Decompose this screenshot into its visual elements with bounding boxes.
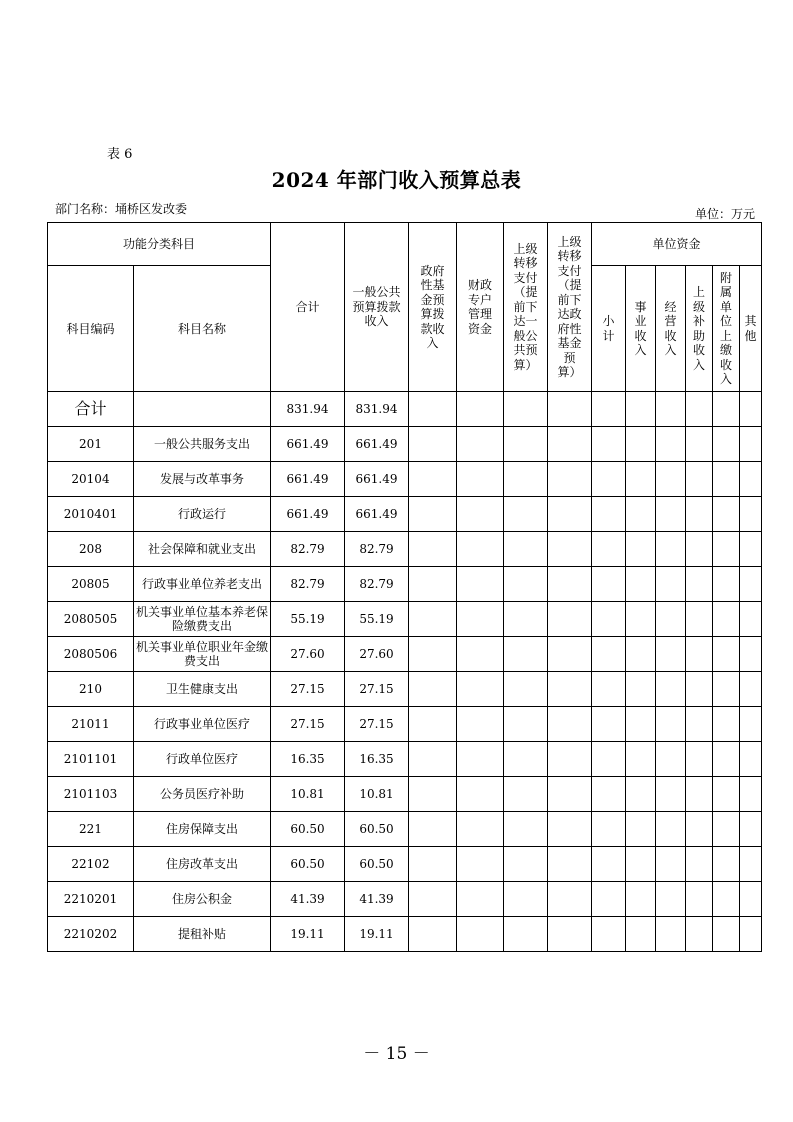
empty-cell [656, 777, 686, 812]
empty-cell [626, 497, 656, 532]
empty-cell [548, 567, 592, 602]
empty-cell [713, 602, 740, 637]
empty-cell [656, 427, 686, 462]
general-cell: 27.15 [345, 707, 409, 742]
code: 2080505 [48, 602, 134, 637]
table-row [48, 777, 762, 812]
empty-cell [457, 637, 504, 672]
empty-cell [504, 427, 548, 462]
header-unit-funds: 单位资金 [592, 223, 762, 266]
empty-cell [592, 567, 626, 602]
empty-cell [592, 672, 626, 707]
empty-cell [656, 742, 686, 777]
empty-cell [548, 672, 592, 707]
header-affiliated: 附属单位上缴收入 [713, 266, 740, 392]
empty-cell [409, 812, 457, 847]
total-cell: 41.39 [271, 882, 345, 917]
table-row [48, 672, 762, 707]
code: 2101101 [48, 742, 134, 777]
empty-cell [409, 497, 457, 532]
empty-cell [457, 532, 504, 567]
empty-cell [656, 882, 686, 917]
empty-cell [592, 707, 626, 742]
general-cell: 41.39 [345, 882, 409, 917]
empty-cell [686, 917, 713, 952]
empty-cell [626, 392, 656, 427]
empty-cell [686, 672, 713, 707]
empty-cell [457, 462, 504, 497]
code: 2101103 [48, 777, 134, 812]
empty-cell [713, 882, 740, 917]
total-cell: 661.49 [271, 462, 345, 497]
empty-cell [626, 672, 656, 707]
name: 住房公积金 [134, 882, 271, 917]
empty-cell [548, 917, 592, 952]
name: 公务员医疗补助 [134, 777, 271, 812]
empty-cell [592, 462, 626, 497]
name: 社会保障和就业支出 [134, 532, 271, 567]
total-cell: 661.49 [271, 497, 345, 532]
code: 合计 [48, 392, 134, 427]
empty-cell [740, 497, 762, 532]
total-cell: 27.60 [271, 637, 345, 672]
empty-cell [592, 812, 626, 847]
name: 卫生健康支出 [134, 672, 271, 707]
empty-cell [686, 637, 713, 672]
empty-cell [626, 567, 656, 602]
table-row [48, 637, 762, 672]
empty-cell [740, 672, 762, 707]
empty-cell [740, 427, 762, 462]
empty-cell [713, 637, 740, 672]
code: 210 [48, 672, 134, 707]
empty-cell [548, 847, 592, 882]
empty-cell [740, 917, 762, 952]
empty-cell [686, 392, 713, 427]
empty-cell [592, 497, 626, 532]
empty-cell [740, 532, 762, 567]
empty-cell [626, 777, 656, 812]
empty-cell [713, 847, 740, 882]
empty-cell [740, 882, 762, 917]
empty-cell [740, 567, 762, 602]
general-cell: 82.79 [345, 567, 409, 602]
total-cell: 55.19 [271, 602, 345, 637]
total-cell: 60.50 [271, 847, 345, 882]
table-row [48, 882, 762, 917]
empty-cell [713, 777, 740, 812]
empty-cell [504, 777, 548, 812]
empty-cell [592, 882, 626, 917]
empty-cell [713, 672, 740, 707]
empty-cell [686, 812, 713, 847]
code: 221 [48, 812, 134, 847]
table-row [48, 847, 762, 882]
empty-cell [409, 917, 457, 952]
empty-cell [592, 742, 626, 777]
total-cell: 16.35 [271, 742, 345, 777]
empty-cell [592, 777, 626, 812]
table-row [48, 707, 762, 742]
code: 22102 [48, 847, 134, 882]
name: 机关事业单位基本养老保险缴费支出 [134, 602, 271, 637]
name: 住房改革支出 [134, 847, 271, 882]
empty-cell [548, 497, 592, 532]
header-other: 其他 [740, 266, 762, 392]
total-cell: 10.81 [271, 777, 345, 812]
header-general: 一般公共预算拨款收入 [345, 223, 409, 392]
empty-cell [504, 497, 548, 532]
empty-cell [740, 637, 762, 672]
empty-cell [626, 847, 656, 882]
empty-cell [626, 602, 656, 637]
empty-cell [656, 497, 686, 532]
empty-cell [504, 637, 548, 672]
code: 20805 [48, 567, 134, 602]
total-row [48, 392, 762, 427]
total-cell: 661.49 [271, 427, 345, 462]
empty-cell [740, 742, 762, 777]
empty-cell [656, 707, 686, 742]
empty-cell [740, 847, 762, 882]
code: 2210201 [48, 882, 134, 917]
empty-cell [626, 637, 656, 672]
name: 行政事业单位医疗 [134, 707, 271, 742]
total-cell: 27.15 [271, 672, 345, 707]
header-subtotal: 小计 [592, 266, 626, 392]
header-transfer-general: 上级转移支付（提前下达一般公共预算） [504, 223, 548, 392]
empty-cell [409, 602, 457, 637]
department-name: 部门名称：埇桥区发改委 [55, 202, 188, 216]
total-cell: 60.50 [271, 812, 345, 847]
empty-cell [504, 392, 548, 427]
empty-cell [457, 672, 504, 707]
empty-cell [686, 742, 713, 777]
empty-cell [504, 847, 548, 882]
general-cell: 19.11 [345, 917, 409, 952]
header-business: 事业收入 [626, 266, 656, 392]
empty-cell [457, 497, 504, 532]
code: 21011 [48, 707, 134, 742]
empty-cell [713, 812, 740, 847]
code: 2210202 [48, 917, 134, 952]
general-cell: 831.94 [345, 392, 409, 427]
empty-cell [713, 462, 740, 497]
header-row-1 [48, 223, 762, 266]
table-row [48, 532, 762, 567]
empty-cell [656, 917, 686, 952]
table-row [48, 567, 762, 602]
empty-cell [656, 812, 686, 847]
empty-cell [504, 532, 548, 567]
empty-cell [409, 707, 457, 742]
empty-cell [592, 392, 626, 427]
table-row [48, 602, 762, 637]
empty-cell [740, 462, 762, 497]
unit-label: 单位：万元 [694, 207, 755, 221]
general-cell: 661.49 [345, 427, 409, 462]
empty-cell [713, 742, 740, 777]
empty-cell [592, 847, 626, 882]
empty-cell [504, 742, 548, 777]
empty-cell [686, 532, 713, 567]
empty-cell [548, 637, 592, 672]
empty-cell [686, 427, 713, 462]
empty-cell [626, 462, 656, 497]
empty-cell [409, 847, 457, 882]
empty-cell [656, 602, 686, 637]
empty-cell [457, 917, 504, 952]
empty-cell [504, 462, 548, 497]
empty-cell [457, 602, 504, 637]
empty-cell [548, 707, 592, 742]
general-cell: 10.81 [345, 777, 409, 812]
empty-cell [457, 777, 504, 812]
general-cell: 60.50 [345, 812, 409, 847]
name: 行政运行 [134, 497, 271, 532]
general-cell: 16.35 [345, 742, 409, 777]
empty-cell [548, 777, 592, 812]
empty-cell [626, 532, 656, 567]
empty-cell [548, 392, 592, 427]
empty-cell [409, 742, 457, 777]
total-cell: 19.11 [271, 917, 345, 952]
header-total: 合计 [271, 223, 345, 392]
empty-cell [457, 742, 504, 777]
empty-cell [409, 532, 457, 567]
code: 208 [48, 532, 134, 567]
code: 2080506 [48, 637, 134, 672]
total-cell: 82.79 [271, 532, 345, 567]
page-title: 2024 年部门收入预算总表 [271, 168, 522, 192]
empty-cell [409, 777, 457, 812]
table-row [48, 497, 762, 532]
empty-cell [626, 707, 656, 742]
empty-cell [713, 707, 740, 742]
empty-cell [548, 532, 592, 567]
empty-cell [713, 567, 740, 602]
empty-cell [592, 602, 626, 637]
empty-cell [457, 567, 504, 602]
empty-cell [656, 847, 686, 882]
empty-cell [504, 882, 548, 917]
empty-cell [686, 602, 713, 637]
general-cell: 82.79 [345, 532, 409, 567]
general-cell: 55.19 [345, 602, 409, 637]
total-cell: 82.79 [271, 567, 345, 602]
total-cell: 831.94 [271, 392, 345, 427]
header-special: 财政专户管理资金 [457, 223, 504, 392]
empty-cell [548, 602, 592, 637]
empty-cell [740, 392, 762, 427]
empty-cell [713, 917, 740, 952]
empty-cell [548, 462, 592, 497]
empty-cell [686, 497, 713, 532]
table-row [48, 917, 762, 952]
empty-cell [592, 427, 626, 462]
empty-cell [686, 777, 713, 812]
code: 2010401 [48, 497, 134, 532]
empty-cell [409, 567, 457, 602]
table-row [48, 742, 762, 777]
empty-cell [548, 742, 592, 777]
empty-cell [626, 742, 656, 777]
empty-cell [713, 497, 740, 532]
budget-table [47, 222, 762, 952]
empty-cell [409, 672, 457, 707]
empty-cell [740, 777, 762, 812]
empty-cell [504, 567, 548, 602]
empty-cell [626, 917, 656, 952]
empty-cell [548, 812, 592, 847]
header-gov-fund: 政府性基金预算拨款收入 [409, 223, 457, 392]
header-func-class: 功能分类科目 [48, 223, 271, 266]
empty-cell [409, 882, 457, 917]
empty-cell [457, 392, 504, 427]
empty-cell [740, 602, 762, 637]
empty-cell [457, 882, 504, 917]
empty-cell [626, 882, 656, 917]
empty-cell [592, 637, 626, 672]
name: 提租补贴 [134, 917, 271, 952]
table-number: 表 6 [107, 147, 133, 162]
empty-cell [592, 532, 626, 567]
name: 发展与改革事务 [134, 462, 271, 497]
empty-cell [457, 812, 504, 847]
empty-cell [686, 707, 713, 742]
empty-cell [686, 847, 713, 882]
empty-cell [548, 427, 592, 462]
empty-cell [656, 567, 686, 602]
name: 机关事业单位职业年金缴费支出 [134, 637, 271, 672]
empty-cell [656, 462, 686, 497]
code: 20104 [48, 462, 134, 497]
header-name: 科目名称 [134, 266, 271, 392]
empty-cell [740, 707, 762, 742]
table-row [48, 427, 762, 462]
empty-cell [656, 672, 686, 707]
empty-cell [504, 672, 548, 707]
empty-cell [409, 392, 457, 427]
header-operating: 经营收入 [656, 266, 686, 392]
general-cell: 27.15 [345, 672, 409, 707]
empty-cell [626, 427, 656, 462]
name [134, 392, 271, 427]
empty-cell [740, 812, 762, 847]
general-cell: 27.60 [345, 637, 409, 672]
code: 201 [48, 427, 134, 462]
empty-cell [713, 392, 740, 427]
general-cell: 661.49 [345, 497, 409, 532]
name: 一般公共服务支出 [134, 427, 271, 462]
empty-cell [457, 707, 504, 742]
empty-cell [686, 567, 713, 602]
empty-cell [686, 462, 713, 497]
empty-cell [686, 882, 713, 917]
name: 行政单位医疗 [134, 742, 271, 777]
empty-cell [504, 707, 548, 742]
empty-cell [504, 812, 548, 847]
name: 住房保障支出 [134, 812, 271, 847]
empty-cell [457, 847, 504, 882]
general-cell: 60.50 [345, 847, 409, 882]
name: 行政事业单位养老支出 [134, 567, 271, 602]
empty-cell [504, 917, 548, 952]
table-row [48, 462, 762, 497]
empty-cell [409, 462, 457, 497]
empty-cell [504, 602, 548, 637]
header-superior-subsidy: 上级补助收入 [686, 266, 713, 392]
general-cell: 661.49 [345, 462, 409, 497]
empty-cell [656, 392, 686, 427]
empty-cell [713, 532, 740, 567]
empty-cell [656, 637, 686, 672]
empty-cell [548, 882, 592, 917]
empty-cell [592, 917, 626, 952]
empty-cell [457, 427, 504, 462]
total-cell: 27.15 [271, 707, 345, 742]
empty-cell [626, 812, 656, 847]
table-row [48, 812, 762, 847]
header-code: 科目编码 [48, 266, 134, 392]
empty-cell [409, 427, 457, 462]
empty-cell [713, 427, 740, 462]
page-number: － 15 － [363, 1044, 430, 1064]
empty-cell [409, 637, 457, 672]
header-transfer-fund: 上级转移支付（提前下达政府性基金预算） [548, 223, 592, 392]
empty-cell [656, 532, 686, 567]
